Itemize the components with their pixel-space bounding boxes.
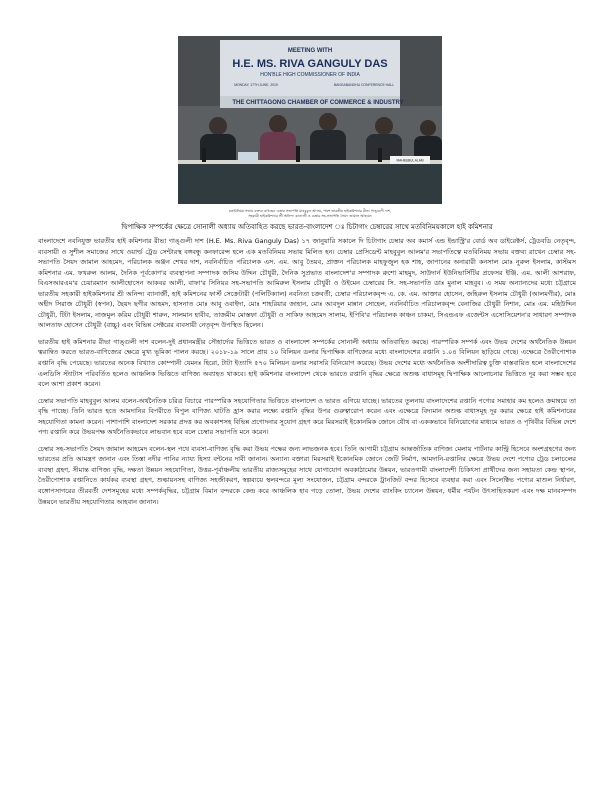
article-headline: দ্বিপাক্ষিক সম্পর্কের ক্ষেত্রে সোনালী অধ্যায় অতিবাহিত করছে ভারত-বাংলাদেশ ঃ চিটাগাং চেম্বারের সাথে মতবিনিময়কালে হাই কমিশনার xyxy=(121,223,493,231)
paragraph-1: বাংলাদেশে নবনিযুক্ত ভারতীয় হাই কমিশনার রীভা গাঙ্গুলী দাশ (H.E. Ms. Riva Ganguly Das) ১৭ জানুয়ারি সকালে দি চিটাগাং চেম্বার অব কমার্স এন্ড ইন্ডাস্ট্রি'র বোর্ড অব ডাইরেক্টর্স, ট্রেডবডি নেতৃবৃন্দ, ব্যবসায়ী ও সুশীল সমাজের সাথে ওয়ার্ল্ড ট্রেড সেন্টারস্থ বঙ্গবন্ধু কনফারেন্স হলে এক মতবিনিময় সভায় মিলিত হন। চেম্বার প্রেসিডেন্ট মাহবুবুল আলম'র সভাপতিত্বে মতবিনিময় সভায় বক্তব্য রাখেন চেম্বার সহ-সভাপতি সৈয়দ জামাল আহমেদ, পরিচালক অঞ্জন শেখর দাশ, নবনির্বাচিত পরিচালক এস. এম. আবু তৈয়ব, প্রাক্তন পরিচালক মাহফুজুল হক শাহ, জাপানের অনারারী কনসাল মোঃ নুরুল ইসলাম, কাস্টমস কমিশনার এম. ফখরুল আলম, দৈনিক পূর্বকোণ'র ব্যবস্থাপনা সম্পাদক জসিম উদ্দিন চৌধুরী, দৈনিক সুপ্রভাত বাংলাদেশ'র সম্পাদক রুশো মাহমুদ, সাউদার্ন ইউনিভার্সিটির প্রফেসর ইঞ্জি. এম. আলী আশরাফ, বিএসআরএম'র চেয়ারম্যান আলীহোসেন আকবর আলী, বাফা'র সিনিয়র সহ-সভাপতি আমিরুল ইসলাম চৌধুরী ও উইমেন চেম্বারের সি. সহ-সভাপতি ডাঃ মুনাল মাহবুব। এ সময় অন্যান্যদের মধ্যে চট্টগ্রামে ভারতীয় সহকারী হাইকমিশনার শ্রী অনিন্দ্য ব্যানার্জী, হাই কমিশনের ফার্স্ট সেক্রেটারী (পলিটিক্যাল) নবনিতা চক্রবর্তী, চেম্বার পরিচালকবৃন্দ এ. কে. এম. আক্তার হোসেন, জহিরুল ইসলাম চৌধুরী (আলমগীর), মোঃ অহীদ সিরাজ চৌধুরী (স্বপন), ছৈয়দ ছগীর আহমদ, হাসনাত মোঃ আবু ওবাইদা, মোঃ শাহরিয়ার জাহান, মোঃ আবদুল মান্নান সোহেল, নবনির্বাচিত পরিচালকবৃন্দ বেনাজির চৌধুরী নিশান, মোঃ এম. মহিউদ্দিন চৌধুরী, টিটা ইসলাম, নাজমুল করিম চৌধুরী শারুন, সালমান হাবীব, তাজমীম মোস্তফা চৌধুরী ও সাকিফ আহমেদ সালাম, ইপিবি'র পরিচালক কাঞ্চন চাকমা, সিএন্ডএফ এজেন্টস এসোসিয়েশন'র সাধারণ সম্পাদক আলতাফ হোসেন চৌধুরী (বাচ্চু) এবং বিভিন্ন সেক্টরের ব্যবসায়ী নেতৃবৃন্দ উপস্থিত ছিলেন। xyxy=(38,237,576,330)
caption-line-2: সহকারী হাইকমিশনার শ্রী অনিন্দ্য ব্যানার্জী ও চেম্বার সহ-সভাপতি সৈয়দ জামাল আহমেদ xyxy=(248,214,372,219)
paragraph-2: ভারতীয় হাই কমিশনার রীভা গাঙ্গুলী দাশ বলেন-দুই প্রধানমন্ত্রীর সৌহার্দ্যের ভিত্তিতে ভারত ও বাংলাদেশ সম্পর্কের সোনালী অধ্যায় অতিবাহিত করছে। পারস্পরিক সম্পর্ক এবং উভয় দেশের অর্থনৈতিক উন্নয়ন ত্বরান্বিত করতে ভারত-বাণিজ্যের ক্ষেত্রে মুখ্য ভূমিকা পালন করছে। ২০১৮-১৯ সালে প্রায় ১০ বিলিয়ন ডলার দ্বিপাক্ষিক বাণিজ্যের মধ্যে বাংলাদেশের রপ্তানি ১.০৪ বিলিয়ন ছাড়িয়ে গেছে। এক্ষেত্রে তৈরীপোশাক রপ্তানি বৃদ্ধি পেয়েছে। ভারতের অনেক বিখ্যাত কোম্পানী যেমনঃ হিরো, টাটা ইত্যাদি ৫৭০ মিলিয়ন ডলার সরাসরি বিনিয়োগ করেছে। উভয় দেশের মধ্যে অর্থনৈতিক অংশীদারিত্ব চুক্তি বাস্তবায়িত হলে বাংলাদেশের এলডিসি স্ট্যাটাস পরিবর্তিত হলেও আঞ্চলিক ভিত্তিতে বাণিজ্য অব্যাহত থাকবে। হাই কমিশনার বাংলাদেশ থেকে ভারতে রপ্তানি বৃদ্ধির ক্ষেত্রে অশুল্ক বাধাসমূহ দ্বিপাক্ষিক আলোচনার ভিত্তিতে দূর করা সম্ভব হবে বলে আশা প্রকাশ করেন। xyxy=(38,337,576,389)
banner-org: THE CHITTAGONG CHAMBER OF COMMERCE & INDUSTRY xyxy=(232,100,404,106)
name-card-text: MAHBUBUL ALAM xyxy=(396,158,424,163)
paragraph-4: চেম্বার সহ-সভাপতি সৈয়দ জামাল আহমেদ বলেন-স্থল পথে ব্যবসা-বাণিজ্য বৃদ্ধি করা উভয় পক্ষের জন্য লাভজনক হবে। তিনি আগামী চট্টগ্রাম আন্তর্জাতিক বাণিজ্য মেলায় পার্টনার কান্ট্রি হিসেবে অংশগ্রহণের জন্য ভারতের প্রতি আমন্ত্রণ জানান এবং তিস্তা নদীর পানির ন্যায্য হিস্যা বন্টনের দাবী জানান। অন্যান্য বক্তারা মিরসরাই ইকোনমিক জোনে জেটি নির্মাণ, আমদানি-রপ্তানির ক্ষেত্রে উভয় দেশে পণ্যের ট্রেড চলাচলের ব্যবস্থা গ্রহণ, সীমান্ত বাণিজ্য বৃদ্ধি, দক্ষতা উন্নয়ন সহযোগিতা, উত্তর-পূর্বাঞ্চলীয় ভারতীয় রাজ্যসমূহের সাথে যোগাযোগ অবকাঠামোর উন্নয়ন, ভারতগামী বাংলাদেশী চিকিৎসা প্রার্থীদের জন্য সহায়তা কেন্দ্র স্থাপন, তৈরীপোশাক রপ্তানিতে কার্যকর ব্যবস্থা গ্রহণ, শুল্কায়নসহ বাণিজ্য সহজীকরণ, স্বল্পব্যয়ে স্থলবন্দরে মূল্য সংযোজন, চট্টগ্রাম বন্দরকে ট্রানজিট বন্দর হিসেবে ব্যবহার করা এবং সিলেক্টিভ পণ্যের মাশুল নির্ধারণ, বঙ্গোপসাগরের তীরবর্তী দেশসমূহের মধ্যে সম্পর্কবৃদ্ধির, চট্টগ্রাম বিমান বন্দরকে কেন্দ্র করে আঞ্চলিক হাব গড়ে তোলা, উভয় দেশের ব্যাংকিং চ্যানেল উন্নয়ন, ধর্মীয় পর্যটন উৎসাহিতকরণ এবং দক্ষ মানবসম্পদ উন্নয়নে ভারতীয় সহযোগিতার আহবান জানান। xyxy=(38,444,576,506)
meeting-photo-graphic xyxy=(178,36,442,204)
caption-line-1: মতবিনিময় সভায় বক্তব্য রাখছেন চেম্বার সভাপতি মাহবুবুল আলম, পাশে ভারতীয় হাইকমিশনার রীভা গাঙ্গুলী দাশ, xyxy=(228,209,392,213)
paragraph-3: চেম্বার সভাপতি মাহবুবুল আলম বলেন-অর্থনৈতিক চরিত্র বিচারে পারস্পরিক সহযোগিতার ভিত্তিতে বাংলাদেশ ও ভারত এগিয়ে যাচ্ছে। ভারতের তুলনায় বাংলাদেশের রপ্তানি পণ্যের সমাহার কম হলেও ক্রমান্বয়ে তা বৃদ্ধি পাচ্ছে। তিনি ভারত হতে আমদানির বিপরীতে বিপুল বাণিজ্য ঘাটতি হ্রাস করার লক্ষ্যে রপ্তানি বৃদ্ধির উপর গুরুত্বারোপ করেন এবং এক্ষেত্রে বিদ্যমান অশুল্ক বাধাসমূহ দূর করার ক্ষেত্রে হাই কমিশনারের সহযোগিতা কামনা করেন। পাশাপাশি বাংলাদেশ সরকার প্রদত্ত কর অবকাশসহ বিভিন্ন প্রণোদনার সুযোগ গ্রহণ করে মিরসরাই ইকোনমিক জোনে যৌথ বা এককভাবে বিনিয়োগের মাধ্যমে ভারত ও পৃথিবীর বিভিন্ন দেশে পণ্য রপ্তানি করে উভয়পক্ষ অর্থনৈতিকভাবে লাভবান হবে বলে চেম্বার সভাপতি মনে করেন। xyxy=(38,396,576,437)
conference-table xyxy=(178,160,442,204)
banner-line-3: HON'BLE HIGH COMMISSIONER OF INDIA xyxy=(260,72,360,78)
banner-date: MONDAY, 17TH JUNE, 2019 xyxy=(234,83,278,87)
meeting-photo xyxy=(178,36,442,204)
banner-venue: BANGABANDHU CONFERENCE HALL xyxy=(333,83,395,87)
banner-line-2: H.E. MS. RIVA GANGULY DAS xyxy=(232,58,388,70)
banner-line-1: MEETING WITH xyxy=(287,48,333,54)
photo-caption xyxy=(170,209,450,219)
article-body xyxy=(38,236,576,513)
